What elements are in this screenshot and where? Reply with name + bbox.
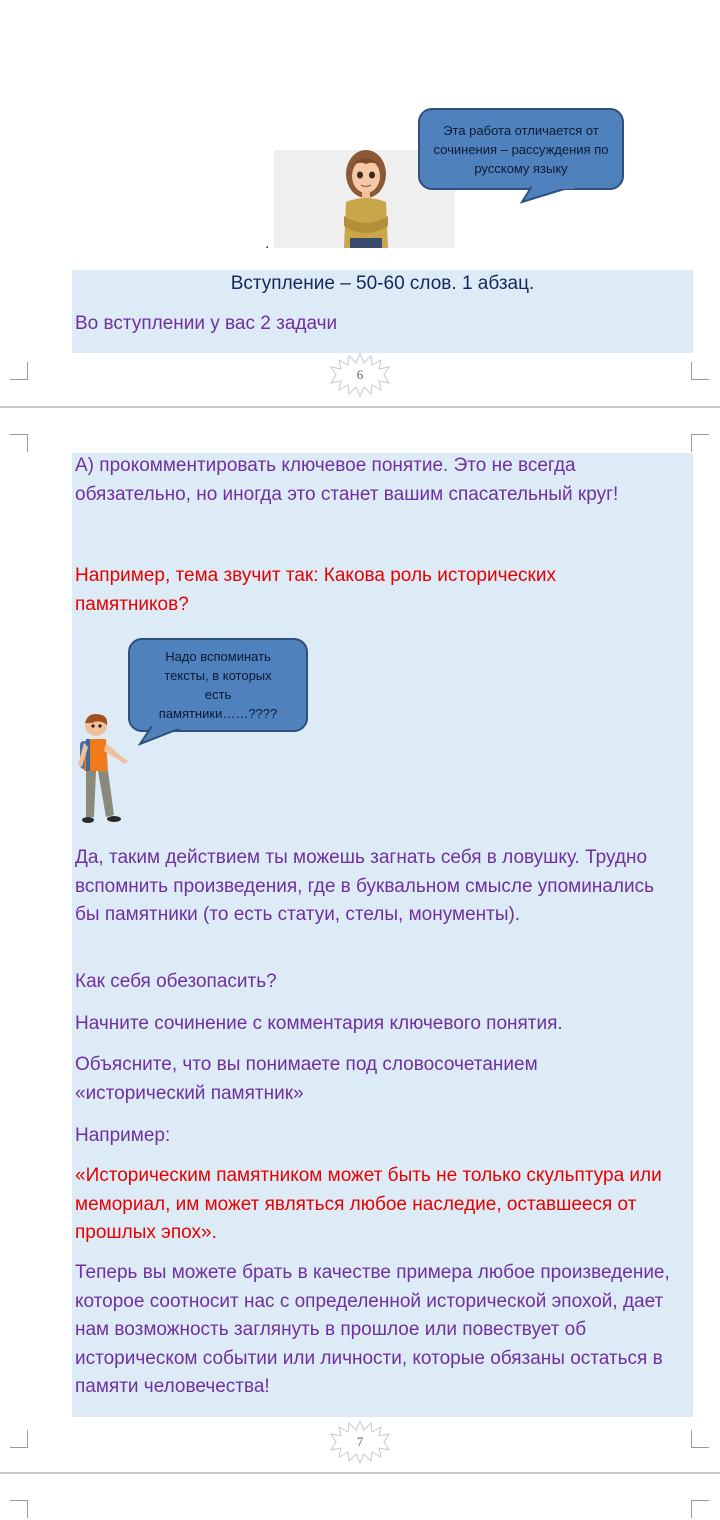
speech-bubble: Надо вспоминать тексты, в которых есть памятники……???? <box>128 638 308 732</box>
speech-bubble: Эта работа отличается от сочинения – рассуждения по русскому языку <box>418 108 624 190</box>
example-quote-paragraph: «Историческим памятником может быть не только скульптура или мемориал, им может являться любое наследие, оставшееся от прошлых эпох». <box>75 1165 662 1243</box>
speech-bubble-tail <box>138 726 198 748</box>
example-label: Например: <box>75 1125 171 1146</box>
document-page-6 <box>0 0 720 406</box>
crop-mark <box>10 1430 28 1448</box>
document-page-7 <box>0 408 720 1472</box>
conclusion-paragraph: Теперь вы можете брать в качестве примера любое произведение, которое соотносит нас с определенной исторической эпохой, дает нам возможность заглянуть в прошлое или повествует об историческом событии или личности, которые обязаны остаться в памяти человечества! <box>75 1262 670 1397</box>
crop-mark <box>691 1500 709 1518</box>
explain-paragraph: Объясните, что вы понимаете под словосочетанием «исторический памятник» <box>75 1054 538 1104</box>
crop-mark <box>691 434 709 452</box>
crop-mark <box>10 1500 28 1518</box>
item-a-paragraph: А) прокомментировать ключевое понятие. Это не всегда обязательно, но иногда это станет вашим спасательный круг! <box>75 455 619 505</box>
stray-dot: . <box>265 235 270 252</box>
page-number: 6 <box>356 367 364 382</box>
question-paragraph: Как себя обезопасить? <box>75 971 277 992</box>
page-number-badge <box>327 1419 393 1465</box>
crop-mark <box>10 362 28 380</box>
document-page-8 <box>0 1474 720 1520</box>
speech-bubble-tail <box>518 186 588 206</box>
example-topic-paragraph: Например, тема звучит так: Какова роль исторических памятников? <box>75 565 556 615</box>
advice-paragraph: Начните сочинение с комментария ключевого понятия. <box>75 1013 563 1034</box>
page-number: 7 <box>356 1434 364 1449</box>
crop-mark <box>10 434 28 452</box>
crop-mark <box>691 362 709 380</box>
page-number-badge <box>327 352 393 398</box>
trap-paragraph: Да, таким действием ты можешь загнать себя в ловушку. Трудно вспомнить произведения, где в буквальном смысле упоминались бы памятники (то есть статуи, стелы, монументы). <box>75 847 654 925</box>
boy-character-illustration <box>72 713 134 825</box>
crop-mark <box>691 1430 709 1448</box>
section-subheading: Во вступлении у вас 2 задачи <box>75 313 338 334</box>
section-heading: Вступление – 50-60 слов. 1 абзац. <box>230 273 535 294</box>
